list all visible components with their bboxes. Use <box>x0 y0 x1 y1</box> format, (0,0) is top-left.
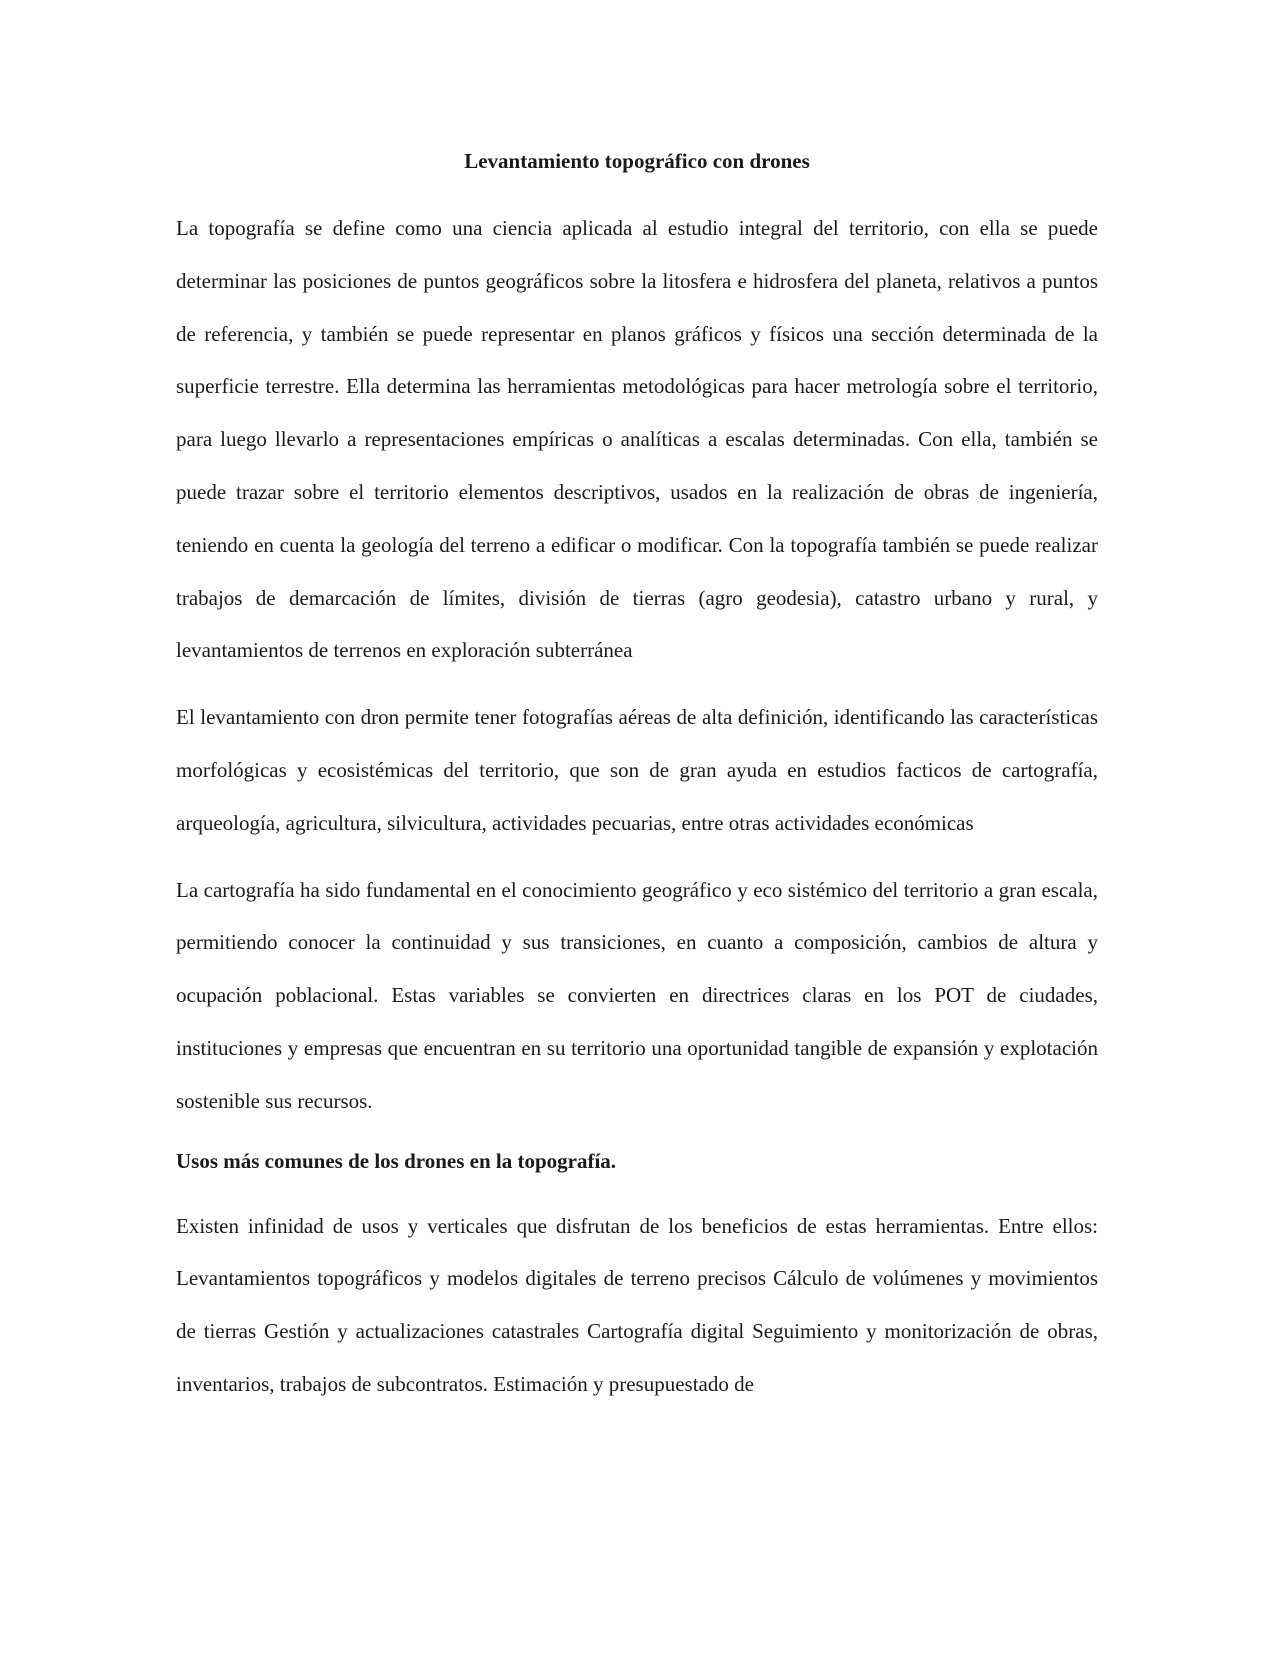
document-body <box>176 146 1098 1425</box>
paragraph-usos: Existen infinidad de usos y verticales que disfrutan de los beneficios de estas herramientas. Entre ellos: Levantamientos topográficos y modelos digitales de terreno precisos Cálculo de volúmenes y movimientos de tierras Gestión y actualizaciones catastrales Cartografía digital Seguimiento y monitorización de obras, inventarios, trabajos de subcontratos. Estimación y presupuestado de <box>176 1213 1098 1396</box>
paragraph-levantamiento-dron: El levantamiento con dron permite tener fotografías aéreas de alta definición, identificando las características morfológicas y ecosistémicas del territorio, que son de gran ayuda en estudios facticos de cartografía, arqueología, agricultura, silvicultura, actividades pecuarias, entre otras actividades económicas <box>176 705 1098 835</box>
section-heading-usos: Usos más comunes de los drones en la topografía. <box>176 1148 617 1173</box>
document-title: Levantamiento topográfico con drones <box>464 149 810 173</box>
paragraph-cartografia: La cartografía ha sido fundamental en el conocimiento geográfico y eco sistémico del territorio a gran escala, permitiendo conocer la continuidad y sus transiciones, en cuanto a composición, cambios de altura y ocupación poblacional. Estas variables se convierten en directrices claras en los POT de ciudades, instituciones y empresas que encuentran en su territorio una oportunidad tangible de expansión y explotación sostenible sus recursos. <box>176 877 1098 1113</box>
paragraph-topografia: La topografía se define como una ciencia aplicada al estudio integral del territorio, con ella se puede determinar las posiciones de puntos geográficos sobre la litosfera e hidrosfera del planeta, relativos a puntos de referencia, y también se puede representar en planos gráficos y físicos una sección determinada de la superficie terrestre. Ella determina las herramientas metodológicas para hacer metrología sobre el territorio, para luego llevarlo a representaciones empíricas o analíticas a escalas determinadas. Con ella, también se puede trazar sobre el territorio elementos descriptivos, usados en la realización de obras de ingeniería, teniendo en cuenta la geología del terreno a edificar o modificar. Con la topografía también se puede realizar trabajos de demarcación de límites, división de tierras (agro geodesia), catastro urbano y rural, y levantamientos de terrenos en exploración subterránea <box>176 216 1098 663</box>
